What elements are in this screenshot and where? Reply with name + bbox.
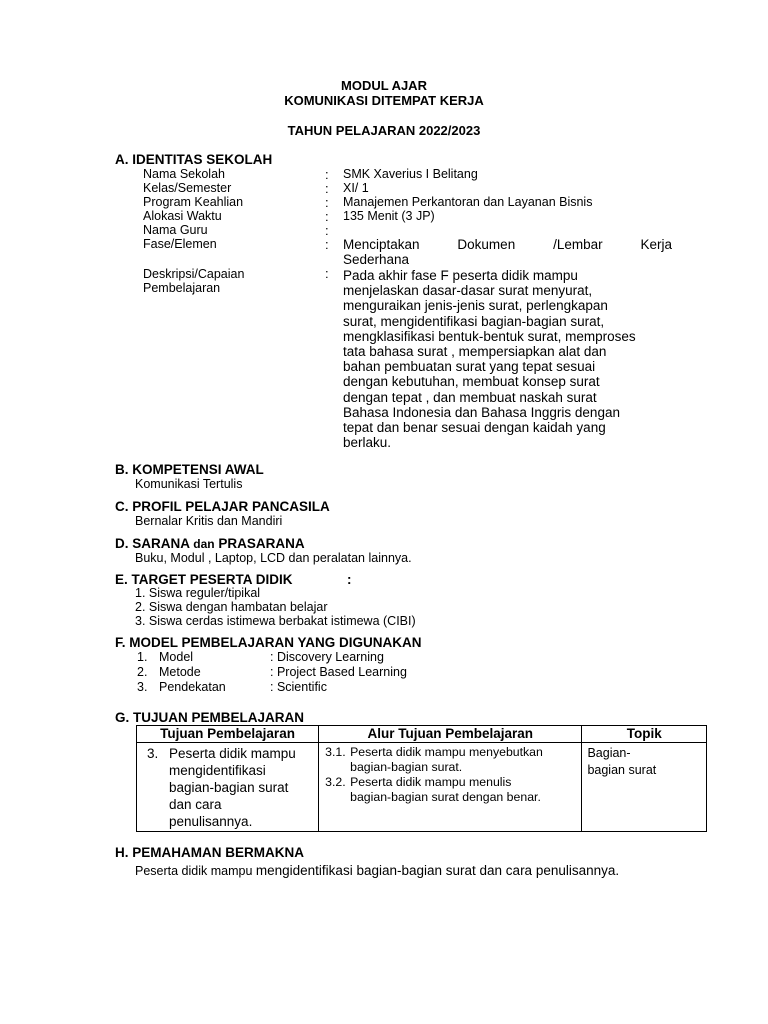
section-b-title: B. KOMPETENSI AWAL bbox=[115, 462, 264, 477]
model-item-value: : Discovery Learning bbox=[270, 650, 384, 664]
label-alokasi: Alokasi Waktu bbox=[143, 209, 222, 223]
alur-item bbox=[325, 745, 581, 775]
colon: : bbox=[325, 195, 329, 210]
section-b-text: Komunikasi Tertulis bbox=[135, 477, 243, 491]
table-header-row bbox=[137, 726, 707, 743]
label-deskripsi-line2: Pembelajaran bbox=[143, 281, 221, 295]
table-header: Tujuan Pembelajaran bbox=[137, 726, 319, 743]
model-item-label: Pendekatan bbox=[159, 680, 226, 694]
table-cell-alur bbox=[319, 743, 582, 832]
section-d-text: Buku, Modul , Laptop, LCD dan peralatan lainnya. bbox=[135, 551, 412, 565]
fase-word: Dokumen bbox=[457, 237, 516, 252]
section-f-title: F. MODEL PEMBELAJARAN YANG DIGUNAKAN bbox=[115, 635, 422, 650]
target-item: 1. Siswa reguler/tipikal bbox=[135, 586, 261, 600]
model-item-num: 2. bbox=[137, 665, 148, 679]
value-nama-sekolah: SMK Xaverius I Belitang bbox=[343, 167, 478, 181]
deskripsi-paragraph bbox=[343, 268, 636, 450]
alur-list bbox=[319, 743, 581, 805]
model-item-label: Model bbox=[159, 650, 194, 664]
goal-line: Peserta didik mampu bbox=[169, 746, 296, 761]
alur-item bbox=[325, 775, 581, 805]
section-d-title-part: dan bbox=[193, 537, 215, 551]
label-kelas: Kelas/Semester bbox=[143, 181, 232, 195]
label-nama-sekolah: Nama Sekolah bbox=[143, 167, 225, 181]
deskripsi-line: tata bahasa surat , mempersiapkan alat dan bbox=[343, 344, 607, 360]
deskripsi-line: Bahasa Indonesia dan Bahasa Inggris dengan bbox=[343, 404, 620, 420]
value-fase bbox=[343, 238, 672, 253]
tujuan-table bbox=[136, 725, 707, 832]
model-item-value: : Project Based Learning bbox=[270, 665, 407, 679]
topik-line: bagian surat bbox=[587, 763, 657, 777]
fase-word: Kerja bbox=[640, 237, 672, 252]
fase-word: /Lembar bbox=[553, 237, 603, 252]
goal-line: penulisannya. bbox=[169, 814, 253, 829]
section-c-title: C. PROFIL PELAJAR PANCASILA bbox=[115, 499, 330, 514]
alur-number: 3.1. bbox=[325, 745, 346, 759]
model-item-num: 3. bbox=[137, 680, 148, 694]
table-header: Topik bbox=[582, 726, 707, 743]
table-row bbox=[137, 743, 707, 832]
section-g-title: G. TUJUAN PEMBELAJARAN bbox=[115, 710, 305, 725]
label-program: Program Keahlian bbox=[143, 195, 244, 209]
section-a-title: A. IDENTITAS SEKOLAH bbox=[115, 152, 273, 167]
alur-line: bagian-bagian surat dengan benar. bbox=[350, 790, 541, 804]
value-kelas: XI/ 1 bbox=[343, 181, 369, 195]
alur-number: 3.2. bbox=[325, 775, 346, 789]
colon: : bbox=[325, 237, 329, 252]
section-h-text-part: Peserta didik mampu bbox=[135, 864, 256, 878]
target-item: 2. Siswa dengan hambatan belajar bbox=[135, 600, 328, 614]
alur-line: bagian-bagian surat. bbox=[350, 760, 463, 774]
table-cell-topik bbox=[582, 743, 707, 832]
deskripsi-line: berlaku. bbox=[343, 435, 392, 451]
deskripsi-line: Pada akhir fase F peserta didik mampu bbox=[343, 268, 578, 283]
goal-text bbox=[169, 745, 296, 830]
goal-line: mengidentifikasi bbox=[169, 763, 266, 778]
table-header: Alur Tujuan Pembelajaran bbox=[319, 726, 582, 743]
section-e-title: E. TARGET PESERTA DIDIK bbox=[115, 572, 293, 587]
topik-text bbox=[582, 743, 677, 779]
goal-number: 3. bbox=[147, 746, 159, 761]
model-item-label: Metode bbox=[159, 665, 201, 679]
section-e-colon: : bbox=[347, 572, 352, 587]
section-d-title-part: D. SARANA bbox=[115, 536, 194, 551]
colon: : bbox=[325, 167, 329, 182]
deskripsi-line: tepat dan benar sesuai dengan kaidah yang bbox=[343, 420, 606, 436]
table-cell-tujuan bbox=[137, 743, 319, 832]
target-item: 3. Siswa cerdas istimewa berbakat istimewa (CIBI) bbox=[135, 614, 416, 628]
goal-line: dan cara bbox=[169, 797, 222, 812]
deskripsi-line: dengan tepat , dan membuat naskah surat bbox=[343, 389, 597, 405]
doc-title: MODUL AJAR bbox=[341, 78, 427, 93]
alur-line: Peserta didik mampu menyebutkan bbox=[350, 745, 543, 759]
model-item-value: : Scientific bbox=[270, 680, 327, 694]
value-fase-line2: Sederhana bbox=[343, 252, 410, 267]
colon: : bbox=[325, 181, 329, 196]
deskripsi-line: menjelaskan dasar-dasar surat menyurat, bbox=[343, 283, 593, 299]
alur-line: Peserta didik mampu menulis bbox=[350, 775, 512, 789]
colon: : bbox=[325, 223, 329, 238]
value-alokasi: 135 Menit (3 JP) bbox=[343, 209, 435, 223]
value-program: Manajemen Perkantoran dan Layanan Bisnis bbox=[343, 195, 593, 209]
label-nama-guru: Nama Guru bbox=[143, 223, 208, 237]
model-item-num: 1. bbox=[137, 650, 148, 664]
goal-line: bagian-bagian surat bbox=[169, 780, 289, 795]
deskripsi-line: surat, mengidentifikasi bagian-bagian surat, bbox=[343, 313, 605, 329]
deskripsi-line: menguraikan jenis-jenis surat, perlengkapan bbox=[343, 298, 608, 314]
deskripsi-line: dengan kebutuhan, membuat konsep surat bbox=[343, 374, 600, 390]
goal-item bbox=[137, 743, 318, 830]
topik-line: Bagian- bbox=[587, 746, 631, 760]
alur-text bbox=[350, 745, 543, 775]
section-h-text-part: mengidentifikasi bagian-bagian surat dan cara penulisannya. bbox=[255, 863, 620, 878]
label-fase: Fase/Elemen bbox=[143, 237, 217, 251]
colon: : bbox=[325, 209, 329, 224]
colon: : bbox=[325, 266, 329, 281]
deskripsi-line: mengklasifikasi bentuk-bentuk surat, memproses bbox=[343, 328, 636, 344]
section-d-title bbox=[115, 537, 305, 552]
doc-subtitle: KOMUNIKASI DITEMPAT KERJA bbox=[284, 93, 484, 108]
alur-text bbox=[350, 775, 541, 805]
section-d-title-part: PRASARANA bbox=[214, 536, 305, 551]
doc-year: TAHUN PELAJARAN 2022/2023 bbox=[287, 123, 481, 138]
section-c-text: Bernalar Kritis dan Mandiri bbox=[135, 514, 283, 528]
label-deskripsi: Deskripsi/Capaian bbox=[143, 267, 245, 281]
fase-word: Menciptakan bbox=[343, 237, 420, 252]
section-h-title: H. PEMAHAMAN BERMAKNA bbox=[115, 845, 304, 860]
deskripsi-line: bahan pembuatan surat yang tepat sesuai bbox=[343, 359, 596, 375]
section-h-text bbox=[135, 862, 619, 880]
